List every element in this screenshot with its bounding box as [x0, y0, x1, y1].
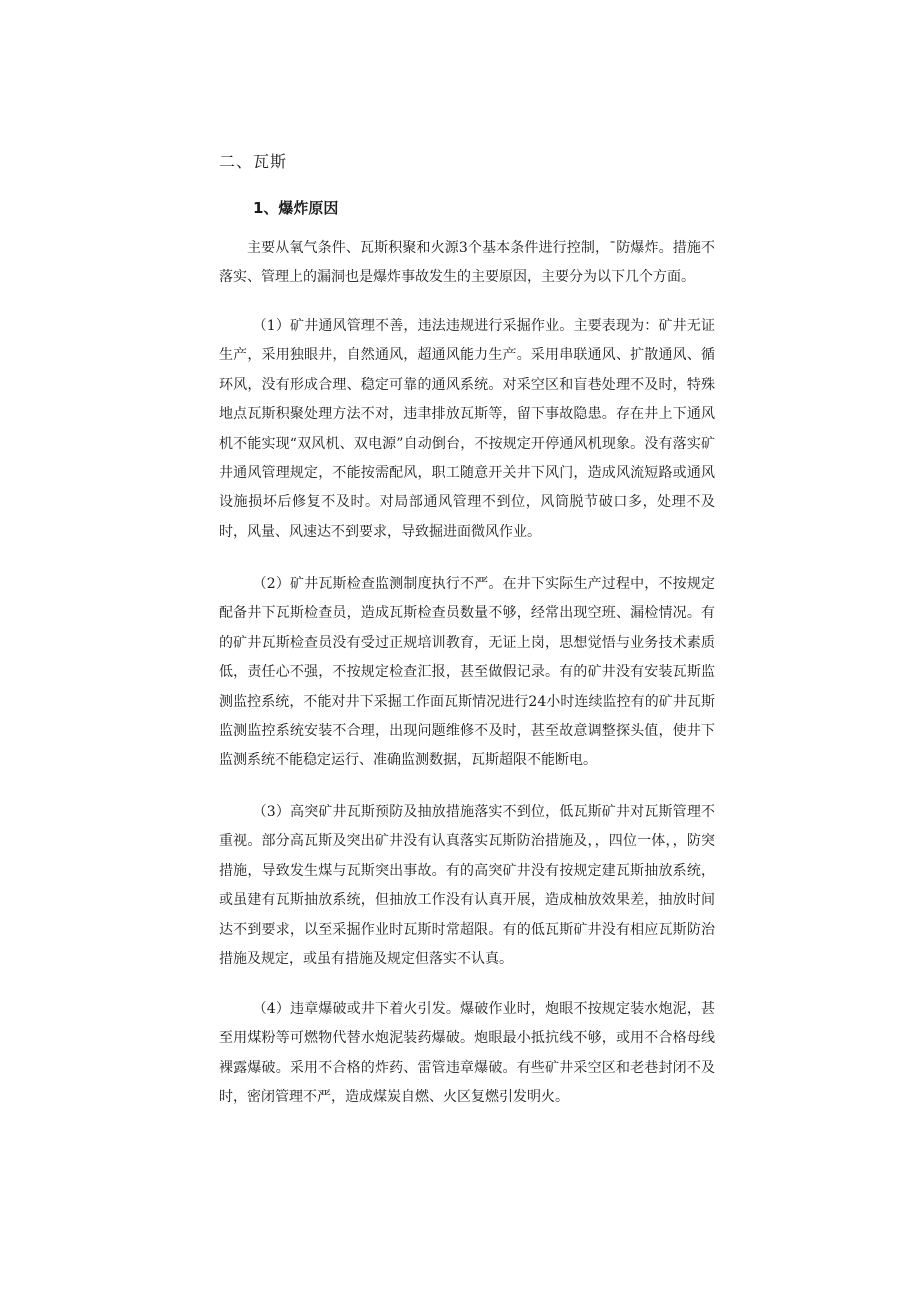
paragraph-item-4: （4）违章爆破或井下着火引发。爆破作业时，炮眼不按规定装水炮泥，甚至用煤粉等可燃物代替水炮泥装药爆破。炮眼最小抵抗线不够，或用不合格母线裸露爆破。采用不合格的炸药、雷管违章爆破。有些矿井采空区和老巷封闭不及时，密闭管理不严，造成煤炭自燃、火区复燃引发明火。 — [219, 1001, 715, 1106]
subsection-heading: 1、爆炸原因 — [253, 199, 339, 217]
paragraph-item-2: （2）矿井瓦斯检查监测制度执行不严。在井下实际生产过程中，不按规定配备井下瓦斯检查员，造成瓦斯检查员数量不够，经常出现空班、漏检情况。有的矿井瓦斯检查员没有受过正规培训教育，无证上岗，思想觉悟与业务技术素质低，责任心不强，不按规定检查汇报，甚至做假记录。有的矿井没有安装瓦斯监测监控系统，不能对井下采掘工作面瓦斯情况进行24小时连续监控有的矿井瓦斯监测监控系统安装不合理，出现问题维修不及时，甚至故意调整探头值，使井下监测系统不能稳定运行、准确监测数据，瓦斯超限不能断电。 — [219, 576, 715, 769]
paragraph-item-3: （3）高突矿井瓦斯预防及抽放措施落实不到位，低瓦斯矿井对瓦斯管理不重视。部分高瓦斯及突出矿井没有认真落实瓦斯防治措施及，，四位一体，，防突措施，导致发生煤与瓦斯突出事故。有的高突矿井没有按规定建瓦斯抽放系统，或虽建有瓦斯抽放系统，但抽放工作没有认真开展，造成柚放效果差，抽放时间达不到要求，以至采掘作业时瓦斯时常超限。有的低瓦斯矿井没有相应瓦斯防治措施及规定，或虽有措施及规定但落实不认真。 — [219, 804, 715, 968]
intro-paragraph: 主要从氧气条件、瓦斯积聚和火源3个基本条件进行控制，ˉ防爆炸。措施不落实、管理上的漏洞也是爆炸事故发生的主要原因，主要分为以下几个方面。 — [219, 240, 715, 286]
section-heading: 二、瓦斯 — [219, 152, 288, 171]
paragraph-item-1: （1）矿井通风管理不善，违法违规进行采掘作业。主要表现为：矿井无证生产，采用独眼井，自然通风，超通风能力生产。采用串联通风、扩散通风、循环风，没有形成合理、稳定可靠的通风系统。对采空区和盲巷处理不及时，特殊地点瓦斯积聚处理方法不对，违聿排放瓦斯等，留下事故隐患。存在井上下通风机不能实现“双风机、双电源”自动倒台，不按规定开停通风机现象。没有落实矿井通风管理规定，不能按需配风，职工随意开关井下风门，造成风流短路或通风设施损坏后修复不及时。对局部通风管理不到位，风筒脱节破口多，处理不及时，风量、风速达不到要求，导致掘进面微风作业。 — [219, 318, 715, 540]
